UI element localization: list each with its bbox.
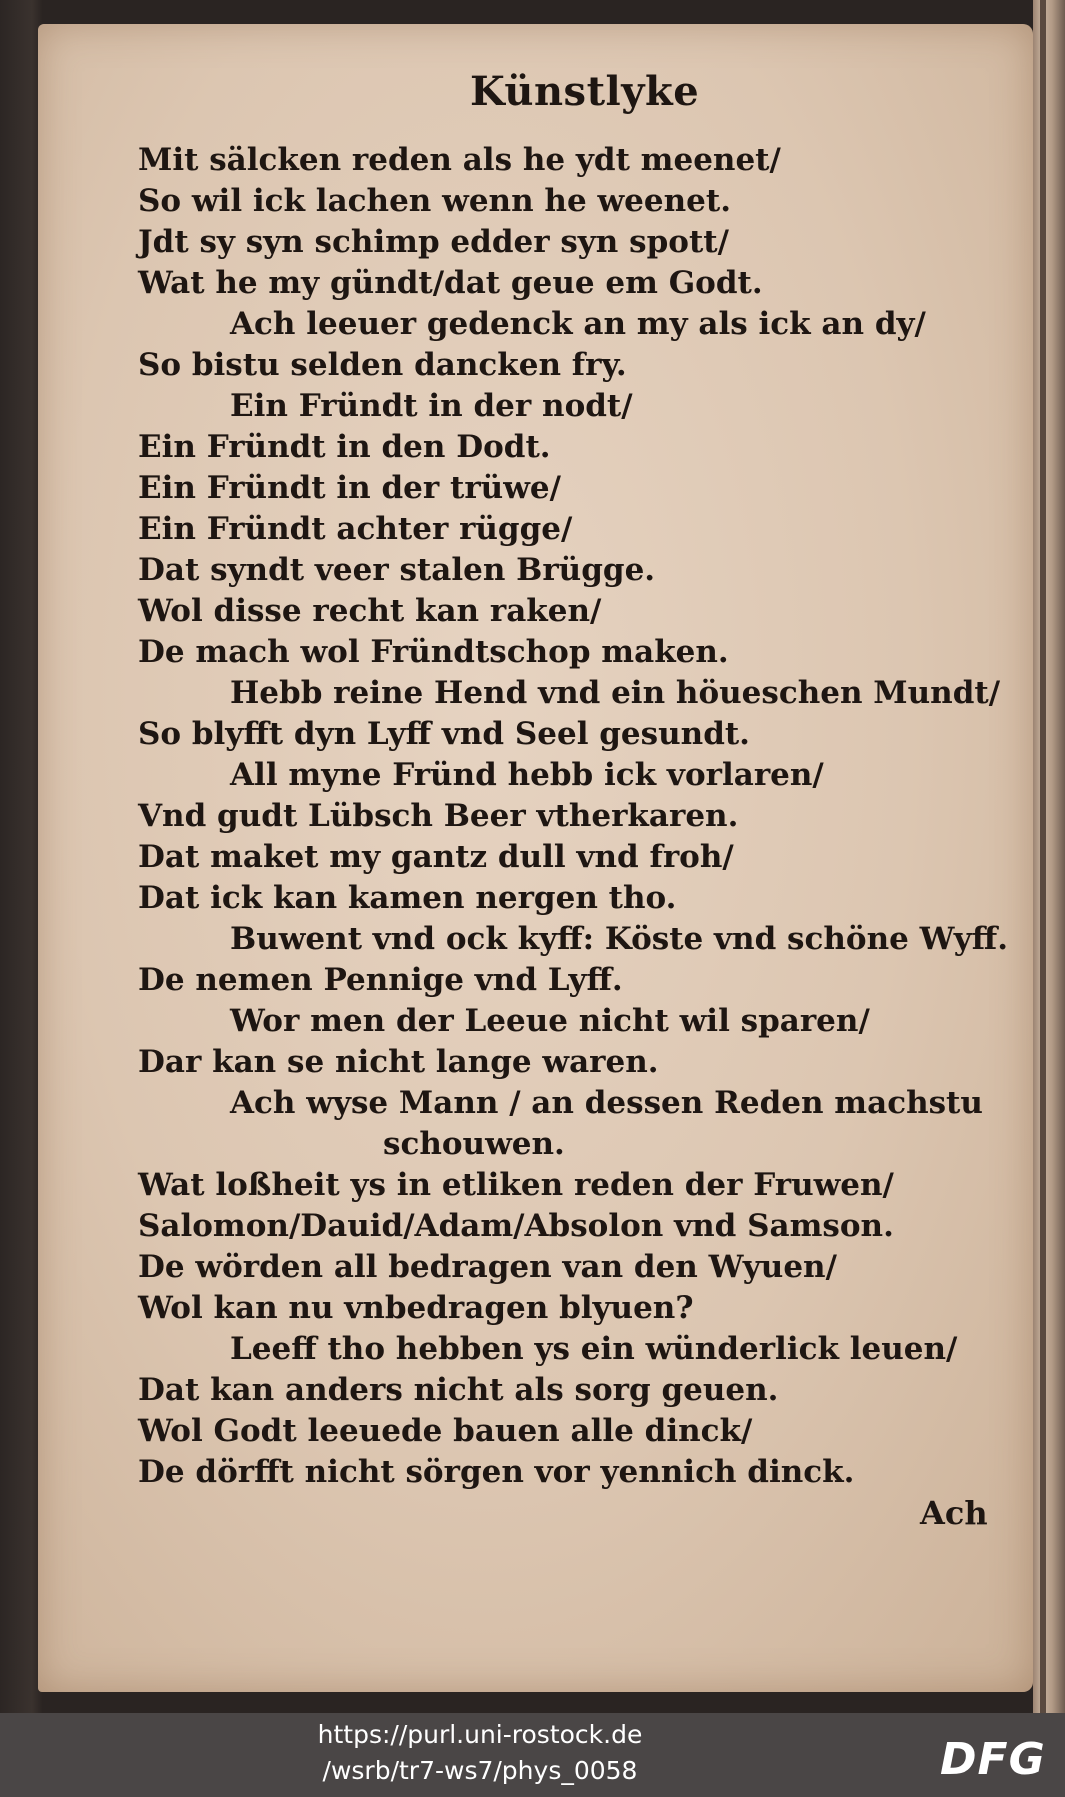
text-line: Dat syndt veer stalen Brügge. xyxy=(138,552,656,588)
text-line: Jdt sy syn schimp edder syn spott/ xyxy=(138,224,729,260)
text-line: Wat loßheit ys in etliken reden der Fruwen/ xyxy=(138,1167,894,1203)
text-line: Ein Fründt in der trüwe/ xyxy=(138,470,561,506)
text-line: Ach leeuer gedenck an my als ick an dy/ xyxy=(230,306,926,342)
running-title: Künstlyke xyxy=(470,68,700,115)
text-line: Dat kan anders nicht als sorg geuen. xyxy=(138,1372,779,1408)
permalink-line-2[interactable]: /wsrb/tr7-ws7/phys_0058 xyxy=(322,1756,638,1785)
text-line: Wol kan nu vnbedragen blyuen? xyxy=(138,1290,694,1326)
text-line: Dat ick kan kamen nergen tho. xyxy=(138,880,677,916)
text-line: All myne Fründ hebb ick vorlaren/ xyxy=(230,757,824,793)
text-line: Ein Fründt in den Dodt. xyxy=(138,429,551,465)
text-line: Mit sälcken reden als he ydt meenet/ xyxy=(138,142,781,178)
book-right-edge xyxy=(1033,0,1065,1713)
text-line: Dat maket my gantz dull vnd froh/ xyxy=(138,839,734,875)
text-line: Dar kan se nicht lange waren. xyxy=(138,1044,659,1080)
text-line: schouwen. xyxy=(383,1126,565,1162)
catchword: Ach xyxy=(920,1494,988,1532)
text-line: Ein Fründt achter rügge/ xyxy=(138,511,573,547)
text-line: Ein Fründt in der nodt/ xyxy=(230,388,633,424)
text-line: Salomon/Dauid/Adam/Absolon vnd Samson. xyxy=(138,1208,894,1244)
text-line: Hebb reine Hend vnd ein höueschen Mundt/ xyxy=(230,675,1001,711)
text-line: De dörfft nicht sörgen vor yennich dinck. xyxy=(138,1454,855,1490)
permalink-line-1[interactable]: https://purl.uni-rostock.de xyxy=(317,1720,643,1749)
text-line: So wil ick lachen wenn he weenet. xyxy=(138,183,731,219)
text-line: Buwent vnd ock kyff: Köste vnd schöne Wyff. xyxy=(230,921,1009,957)
text-line: So bistu selden dancken fry. xyxy=(138,347,627,383)
text-line: De nemen Pennige vnd Lyff. xyxy=(138,962,623,998)
dfg-logo: DFG xyxy=(940,1734,1046,1785)
book-gutter xyxy=(1040,0,1046,1713)
text-line: So blyfft dyn Lyff vnd Seel gesundt. xyxy=(138,716,750,752)
text-line: Wor men der Leeue nicht wil sparen/ xyxy=(230,1003,870,1039)
text-line: De wörden all bedragen van den Wyuen/ xyxy=(138,1249,837,1285)
text-line: Wat he my gündt/dat geue em Godt. xyxy=(138,265,763,301)
text-line: Wol Godt leeuede bauen alle dinck/ xyxy=(138,1413,753,1449)
poem-text xyxy=(138,140,1008,1493)
text-line: Vnd gudt Lübsch Beer vtherkaren. xyxy=(138,798,739,834)
text-line: Leeff tho hebben ys ein wünderlick leuen/ xyxy=(230,1331,958,1367)
text-line: De mach wol Fründtschop maken. xyxy=(138,634,729,670)
text-line: Wol disse recht kan raken/ xyxy=(138,593,602,629)
text-line: Ach wyse Mann / an dessen Reden machstu xyxy=(230,1085,983,1121)
